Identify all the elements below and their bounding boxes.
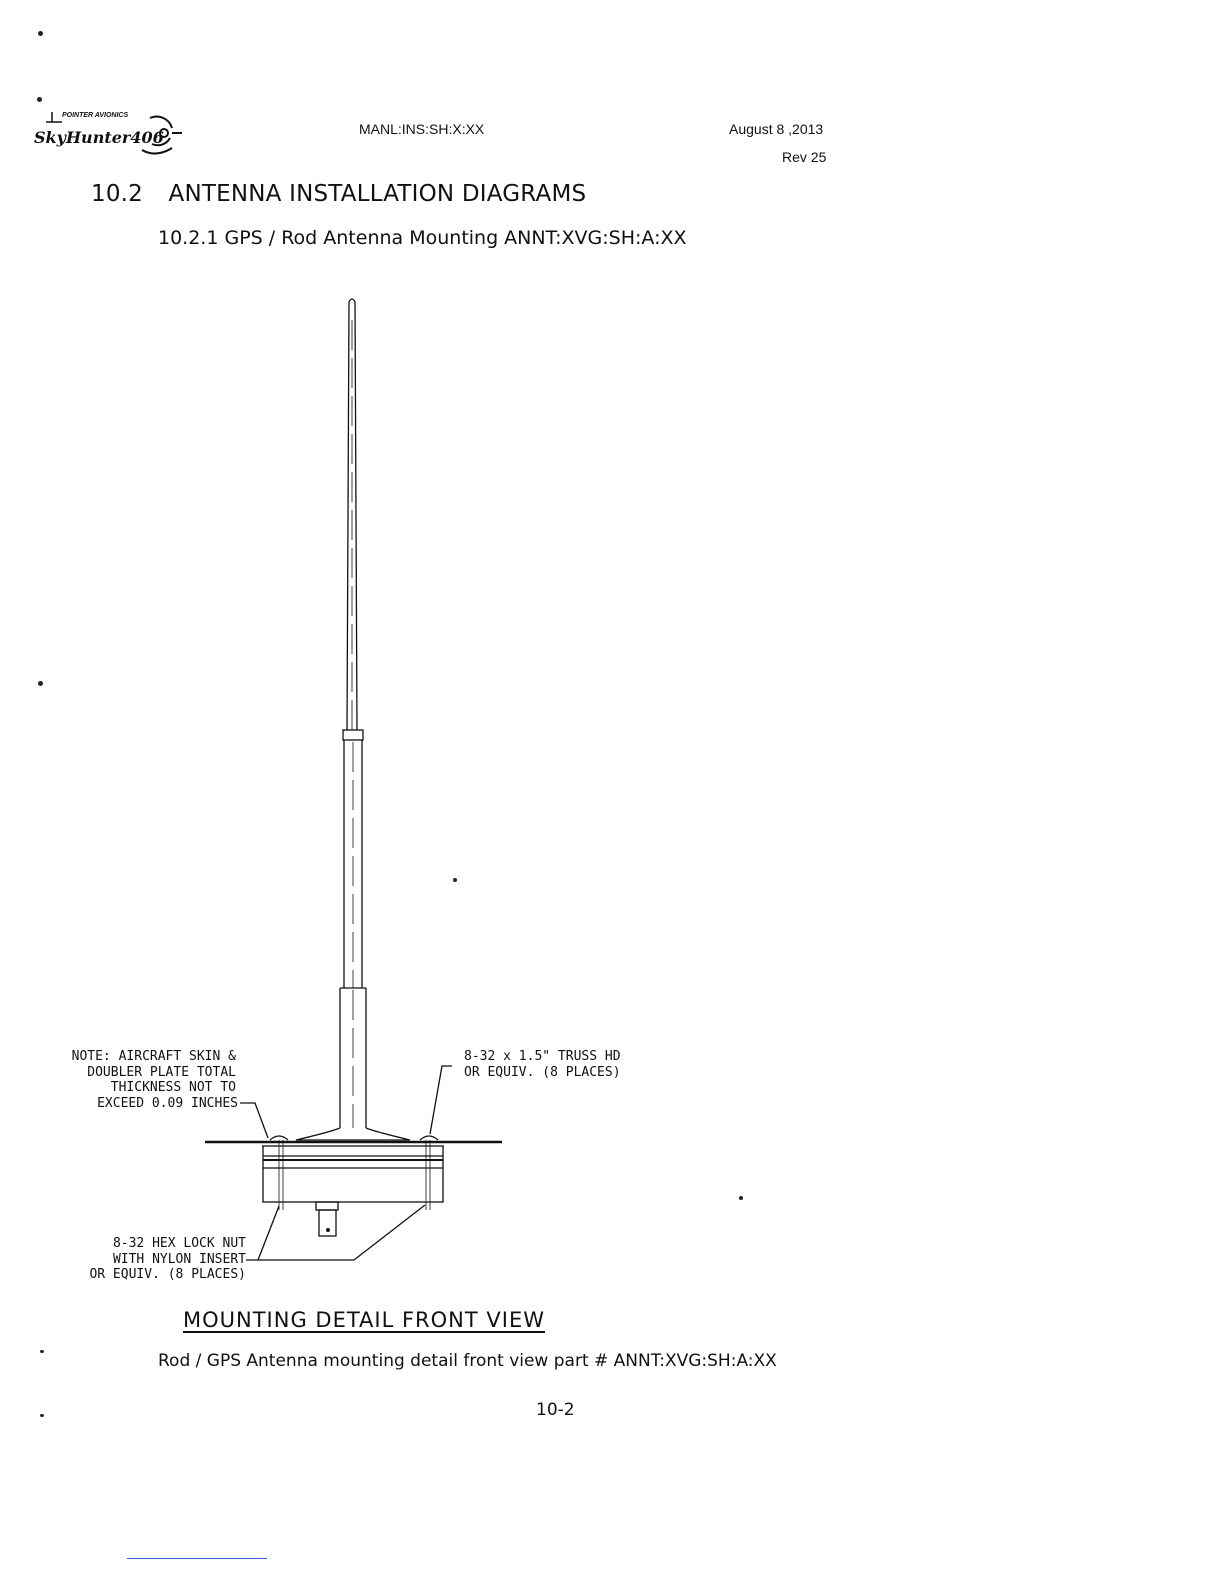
antenna-fairing [296, 1128, 410, 1140]
leader-note-left [240, 1103, 268, 1138]
note-line: WITH NYLON INSERT [112, 1251, 246, 1267]
bnc-connector [316, 1202, 338, 1210]
document-revision: Rev 25 [782, 149, 827, 165]
note-line: OR EQUIV. (8 PLACES) [464, 1064, 621, 1080]
footer-rule [127, 1558, 267, 1559]
note-line: DOUBLER PLATE TOTAL [87, 1064, 236, 1080]
drawing-view-title: MOUNTING DETAIL FRONT VIEW [183, 1308, 545, 1332]
section-number: 10.2 [91, 181, 144, 207]
note-skin-thickness [40, 1049, 236, 1111]
section-title: ANTENNA INSTALLATION DIAGRAMS [168, 181, 587, 207]
subsection-heading: 10.2.1 GPS / Rod Antenna Mounting ANNT:XVG:SH:A:XX [158, 227, 687, 249]
truss-screw-left [270, 1136, 288, 1140]
document-date: August 8 ,2013 [729, 121, 824, 137]
truss-screw-right [420, 1136, 438, 1140]
note-line: 8-32 HEX LOCK NUT [112, 1236, 246, 1251]
figure-caption: Rod / GPS Antenna mounting detail front view part # ANNT:XVG:SH:A:XX [158, 1351, 777, 1371]
antenna-ferrule [343, 730, 363, 740]
leader-note-right [430, 1066, 452, 1134]
logo-subtext: POINTER AVIONICS [62, 112, 129, 119]
mount-body [263, 1146, 443, 1202]
document-id: MANL:INS:SH:X:XX [359, 121, 485, 137]
page-number: 10-2 [536, 1400, 575, 1420]
note-hex-lock-nut [60, 1236, 246, 1283]
note-line: THICKNESS NOT TO [110, 1080, 236, 1095]
note-line: NOTE: AIRCRAFT SKIN & [71, 1049, 236, 1064]
note-truss-screw [464, 1049, 621, 1080]
logo-text: SkyHunter406 [34, 128, 164, 147]
note-line: OR EQUIV. (8 PLACES) [89, 1267, 246, 1282]
note-line: EXCEED 0.09 INCHES [97, 1095, 238, 1111]
note-line: 8-32 x 1.5" TRUSS HD [464, 1049, 621, 1064]
